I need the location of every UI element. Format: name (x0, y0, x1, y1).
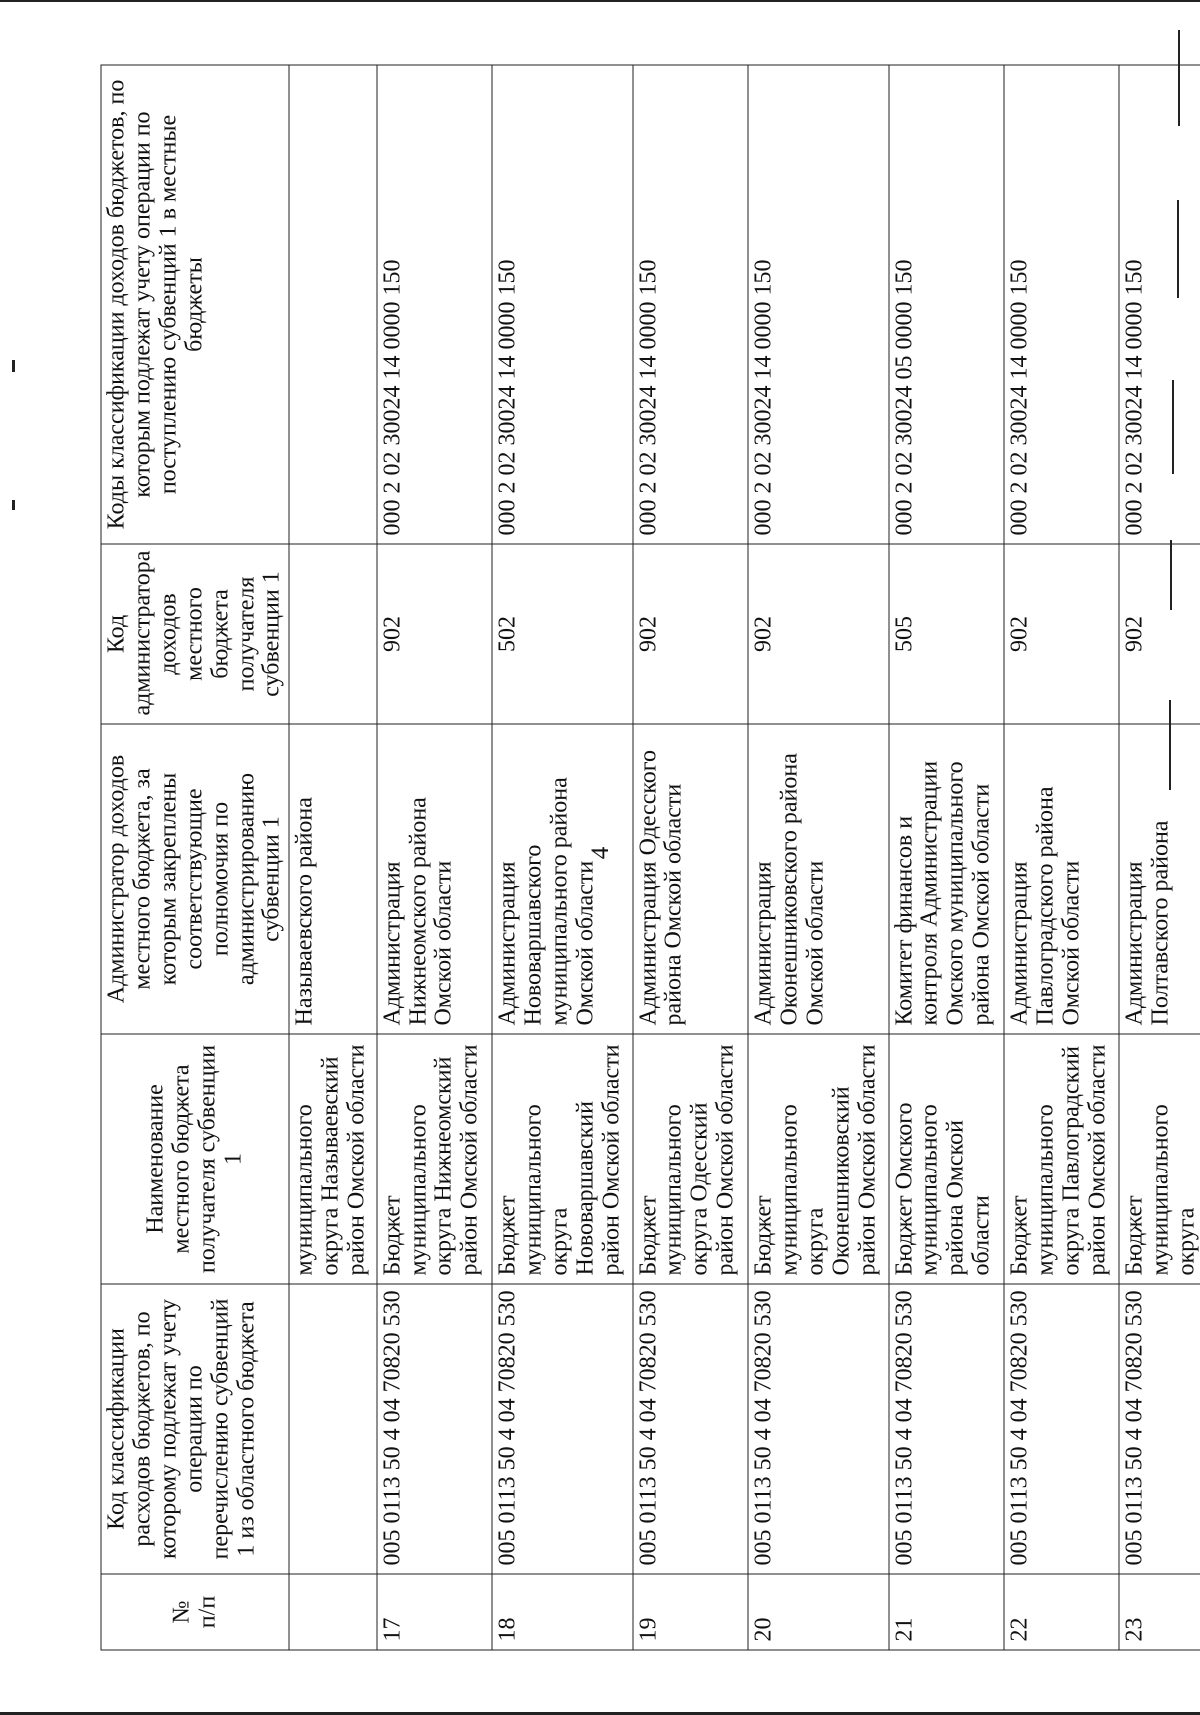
row-expense-code: 005 0113 50 4 04 70820 530 (377, 1284, 492, 1574)
row-income-code: 000 2 02 30024 14 0000 150 (377, 65, 492, 544)
row-budget-name: Бюджет муниципального округа (1119, 1034, 1200, 1284)
subvention-table (101, 65, 1200, 1651)
row-budget-name: Бюджет муниципального округа Одесский район Омской области (633, 1034, 748, 1284)
table-cell (289, 544, 376, 724)
row-expense-code: 005 0113 50 4 04 70820 530 (492, 1284, 633, 1574)
row-num: 21 (889, 1574, 1004, 1650)
table-cell (289, 1574, 376, 1650)
scan-mark-right-5 (1169, 700, 1171, 790)
row-num: 19 (633, 1574, 748, 1650)
page-number: 4 (587, 846, 614, 860)
row-expense-code: 005 0113 50 4 04 70820 530 (633, 1284, 748, 1574)
row-administrator: Администрация Нижнеомского района Омской области (377, 724, 492, 1034)
row-expense-code: 005 0113 50 4 04 70820 530 (748, 1284, 889, 1574)
row-income-code: 000 2 02 30024 14 0000 150 (1119, 65, 1200, 544)
row-budget-name: Бюджет муниципального округа Нововаршавский район Омской области (492, 1034, 633, 1284)
row-budget-name: Бюджет муниципального округа Павлоградский район Омской области (1004, 1034, 1119, 1284)
header-expense-code: Код классификации расходов бюджетов, по которому подлежат учету операции по перечислению субвенций 1 из областного бюджета (101, 1284, 289, 1574)
row-budget-name: Бюджет Омского муниципального района Омской области (889, 1034, 1004, 1284)
table-row (748, 65, 889, 1650)
row-income-code: 000 2 02 30024 14 0000 150 (748, 65, 889, 544)
table-cell (289, 1284, 376, 1574)
row-admin-code: 902 (377, 544, 492, 724)
row-administrator: Администрация Нововаршавского муниципального района Омской области (492, 724, 633, 1034)
scan-mark-right-4 (1170, 540, 1172, 610)
row-num: 17 (377, 1574, 492, 1650)
row-administrator: Администрация Павлоградского района Омской области (1004, 724, 1119, 1034)
row-admin-code: 505 (889, 544, 1004, 724)
rotated-table-container (101, 66, 1200, 1651)
scan-mark-right-3 (1172, 380, 1174, 474)
header-admin-code: Код администратора доходов местного бюджета получателя субвенции 1 (101, 544, 289, 724)
row-admin-code: 902 (1004, 544, 1119, 724)
table-row (1004, 65, 1119, 1650)
header-num: № п/п (101, 1574, 289, 1650)
row-administrator: Комитет финансов и контроля Администрации Омского муниципального района Омской области (889, 724, 1004, 1034)
row-income-code: 000 2 02 30024 05 0000 150 (889, 65, 1004, 544)
row-budget-name: Бюджет муниципального округа Нижнеомский район Омской области (377, 1034, 492, 1284)
table-cell: Называевского района (289, 724, 376, 1034)
row-income-code: 000 2 02 30024 14 0000 150 (633, 65, 748, 544)
row-administrator: Администрация Одесского района Омской области (633, 724, 748, 1034)
scan-mark-right-1 (1178, 30, 1180, 126)
row-income-code: 000 2 02 30024 14 0000 150 (1004, 65, 1119, 544)
row-num: 20 (748, 1574, 889, 1650)
table-row (377, 65, 492, 1650)
header-administrator: Администратор доходов местного бюджета, за которым закреплены соответствующие полномочия по администрированию субвенции 1 (101, 724, 289, 1034)
row-num: 23 (1119, 1574, 1200, 1650)
scan-edge-top (0, 0, 1200, 2)
header-budget-name: Наименование местного бюджета получателя субвенции 1 (101, 1034, 289, 1284)
table-row (633, 65, 748, 1650)
table-header-row (101, 65, 289, 1650)
row-budget-name: Бюджет муниципального округа Оконешниковский район Омской области (748, 1034, 889, 1284)
row-administrator: Администрация Полтавского района (1119, 724, 1200, 1034)
row-expense-code: 005 0113 50 4 04 70820 530 (1119, 1284, 1200, 1574)
scan-mark-right-2 (1177, 200, 1179, 298)
row-admin-code: 902 (748, 544, 889, 724)
row-admin-code: 502 (492, 544, 633, 724)
table-row (889, 65, 1004, 1650)
row-admin-code: 902 (633, 544, 748, 724)
document-sheet (100, 0, 1200, 1715)
table-cell (289, 65, 376, 544)
row-num: 18 (492, 1574, 633, 1650)
continuation-row (289, 65, 376, 1650)
table-row (1119, 65, 1200, 1650)
row-administrator: Администрация Оконешниковского района Омской области (748, 724, 889, 1034)
table-cell: муниципального округа Называевский район Омской области (289, 1034, 376, 1284)
table-row (492, 65, 633, 1650)
row-num: 22 (1004, 1574, 1119, 1650)
row-expense-code: 005 0113 50 4 04 70820 530 (889, 1284, 1004, 1574)
row-admin-code: 902 (1119, 544, 1200, 724)
scan-dot-1 (12, 360, 15, 372)
row-expense-code: 005 0113 50 4 04 70820 530 (1004, 1284, 1119, 1574)
row-income-code: 000 2 02 30024 14 0000 150 (492, 65, 633, 544)
header-income-codes: Коды классификации доходов бюджетов, по которым подлежат учету операции по поступлению субвенций 1 в местные бюджеты (101, 65, 289, 544)
scan-dot-2 (12, 500, 15, 510)
